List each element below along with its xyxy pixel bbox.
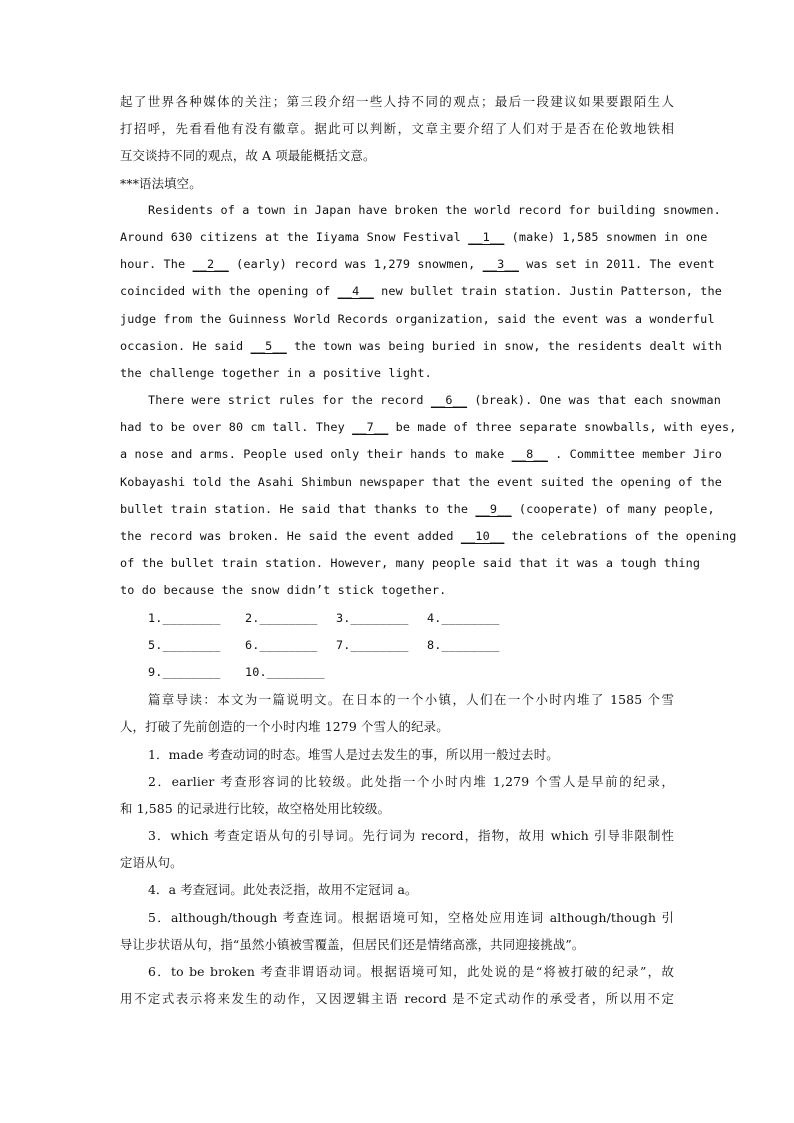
blank-5[interactable]: __5__ xyxy=(250,338,287,353)
answer-slot[interactable]: 7.________ xyxy=(336,637,409,652)
answer-slot[interactable]: 2.________ xyxy=(245,610,318,625)
answer-slots-row xyxy=(120,659,674,686)
passage-line: There were strict rules for the record __6__ (break). One was that each snowman xyxy=(148,393,721,408)
guide-line: 篇章导读：本文为一篇说明文。在日本的一个小镇，人们在一个小时内堆了 1585 个雪 xyxy=(148,692,674,708)
answer-slot[interactable]: 1.________ xyxy=(148,610,221,625)
passage-line: bullet train station. He said that thanks to the __9__ (cooperate) of many people, xyxy=(120,501,715,516)
passage-line: occasion. He said __5__ the town was being buried in snow, the residents dealt with xyxy=(120,338,722,353)
passage-line: hour. The __2__ (early) record was 1,279 snowmen, __3__ was set in 2011. The event xyxy=(120,257,715,272)
passage-line: Kobayashi told the Asahi Shimbun newspaper that the event suited the opening of the xyxy=(120,474,722,489)
section-title: ***语法填空。 xyxy=(120,175,202,191)
answer-explanation: 6．to be broken 考查非谓语动词。根据语境可知，此处说的是“将被打破的纪录”，故 xyxy=(148,964,674,979)
answer-slot[interactable]: 4.________ xyxy=(427,610,500,625)
passage-line: of the bullet train station. However, many people said that it was a tough thing xyxy=(120,556,701,571)
passage-line: coincided with the opening of __4__ new bullet train station. Justin Patterson, the xyxy=(120,284,722,299)
passage-line: the challenge together in a positive light. xyxy=(120,365,432,380)
blank-6[interactable]: __6__ xyxy=(430,393,468,408)
blank-2[interactable]: __2__ xyxy=(192,257,229,272)
answer-slot[interactable]: 10.________ xyxy=(245,664,325,679)
blank-8[interactable]: __8__ xyxy=(511,447,548,462)
answer-explanation: 用不定式表示将来发生的动作，又因逻辑主语 record 是不定式动作的承受者，所以用不定 xyxy=(120,991,674,1007)
passage-line: Residents of a town in Japan have broken the world record for building snowmen. xyxy=(148,202,721,217)
blank-9[interactable]: __9__ xyxy=(475,501,512,516)
answer-slot[interactable]: 5.________ xyxy=(148,637,221,652)
guide-line: 人，打破了先前创造的一个小时内堆 1279 个雪人的纪录。 xyxy=(120,719,449,735)
blank-1[interactable]: __1__ xyxy=(468,229,505,244)
answer-slot[interactable]: 9.________ xyxy=(148,664,221,679)
passage-paragraph-2 xyxy=(120,387,737,605)
answer-explanation: 定语从句。 xyxy=(120,855,183,871)
intro-line: 打招呼，先看看他有没有徽章。据此可以判断，文章主要介绍了人们对于是否在伦敦地铁相 xyxy=(120,121,674,137)
answer-slots-row xyxy=(120,605,674,632)
intro-line: 互交谈持不同的观点，故 A 项最能概括文意。 xyxy=(120,148,376,164)
passage-line: a nose and arms. People used only their hands to make __8__ . Committee member Jiro xyxy=(120,447,722,462)
answer-explanation: 5．although/though 考查连词。根据语境可知，空格处应用连词 although/though 引 xyxy=(148,909,674,925)
blank-7[interactable]: __7__ xyxy=(352,420,389,435)
answer-slot[interactable]: 8.________ xyxy=(427,637,500,652)
answer-explanation: 3．which 考查定语从句的引导词。先行词为 record，指物，故用 which 引导非限制性 xyxy=(148,828,674,844)
answer-explanation: 1．made 考查动词的时态。堆雪人是过去发生的事，所以用一般过去时。 xyxy=(148,746,559,762)
answer-slot[interactable]: 6.________ xyxy=(245,637,318,652)
passage-line: Around 630 citizens at the Iiyama Snow Festival __1__ (make) 1,585 snowmen in one xyxy=(120,229,708,244)
passage-line: to do because the snow didn’t stick together. xyxy=(120,583,447,598)
blank-10[interactable]: __10__ xyxy=(460,529,505,543)
answer-explanation: 和 1,585 的记录进行比较，故空格处用比较级。 xyxy=(120,800,391,816)
answer-explanation: 4．a 考查冠词。此处表泛指，故用不定冠词 a。 xyxy=(148,882,418,898)
blank-4[interactable]: __4__ xyxy=(337,284,374,299)
answer-slots-row xyxy=(120,632,674,659)
passage-line: judge from the Guinness World Records organization, said the event was a wonderful xyxy=(120,311,715,326)
intro-line: 起了世界各种媒体的关注；第三段介绍一些人持不同的观点；最后一段建议如果要跟陌生人 xyxy=(120,94,674,109)
answer-explanation: 导让步状语从句，指“虽然小镇被雪覆盖，但居民们还是情绪高涨，共同迎接挑战”。 xyxy=(120,936,585,952)
answer-explanation: 2．earlier 考查形容词的比较级。此处指一个小时内堆 1,279 个雪人是早前的纪录， xyxy=(148,773,674,789)
blank-3[interactable]: __3__ xyxy=(482,257,519,272)
passage-paragraph-1 xyxy=(120,197,722,387)
passage-line: had to be over 80 cm tall. They __7__ be made of three separate snowballs, with eyes, xyxy=(120,420,737,435)
passage-line: the record was broken. He said the event added __10__ the celebrations of the opening xyxy=(120,529,737,543)
answer-slot[interactable]: 3.________ xyxy=(336,610,409,625)
